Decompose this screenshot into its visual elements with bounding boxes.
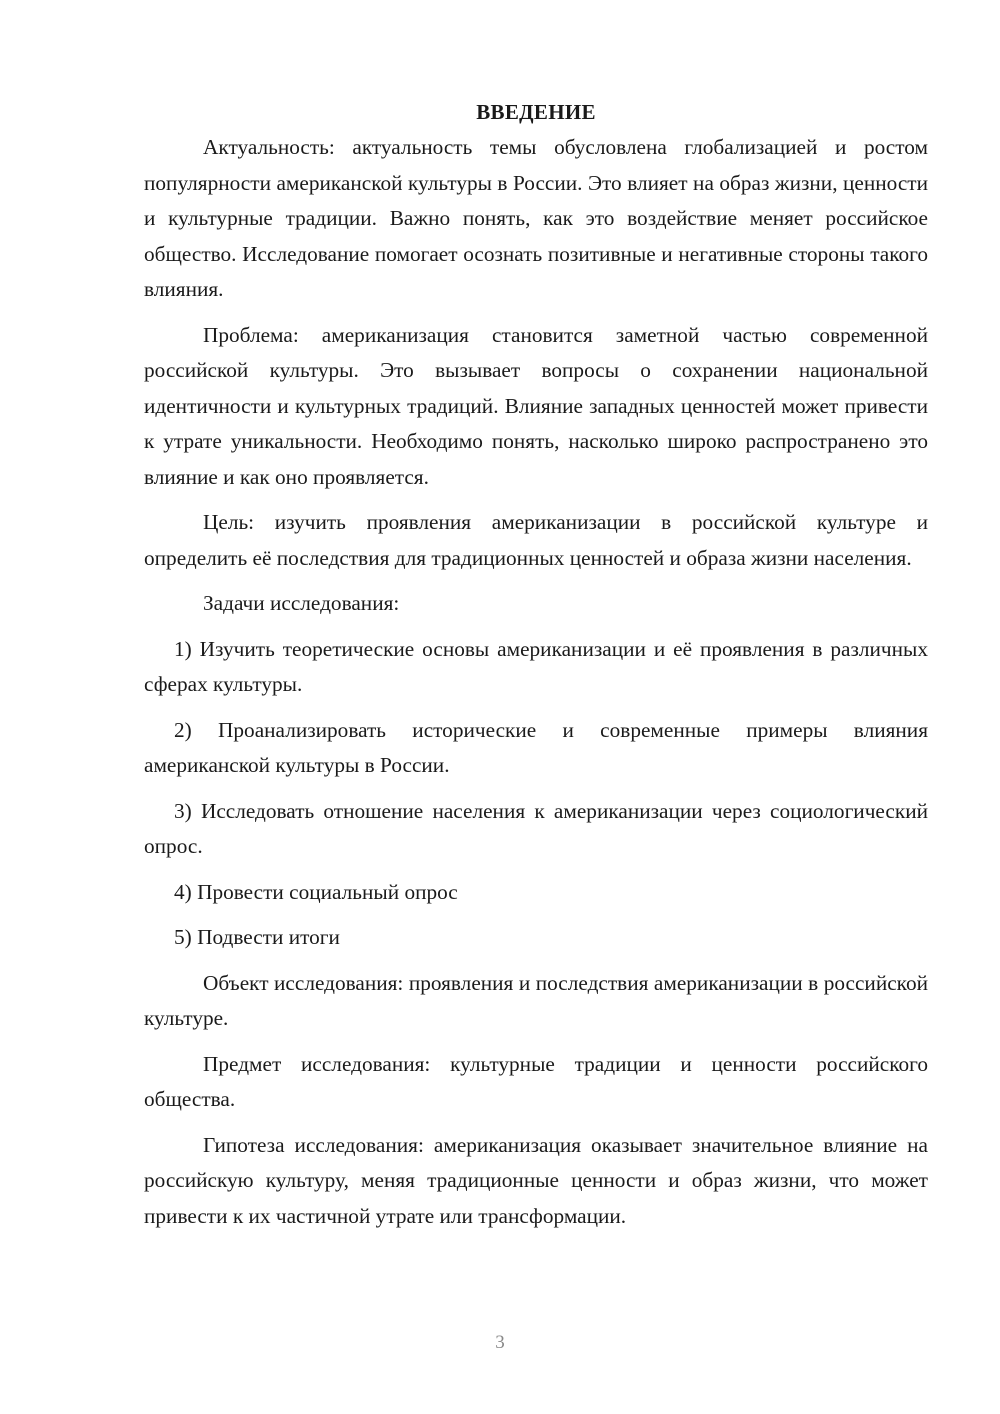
paragraph-goal: Цель: изучить проявления американизации в российской культуре и определить её последствия для традиционных ценностей и образа жизни населения.: [144, 510, 928, 570]
section-heading: ВВЕДЕНИЕ: [476, 100, 596, 124]
paragraph-tasks-title: Задачи исследования:: [203, 591, 400, 615]
paragraph-problem: Проблема: американизация становится заметной частью современной российской культуры. Это вызывает вопросы о сохранении национальной идентичности и культурных традиций. Влияние западных ценностей может привести к утрате уникальности. Необходимо понять, насколько широко распространено это влияние и как оно проявляется.: [144, 322, 928, 489]
list-item-task-1: 1) Изучить теоретические основы американизации и её проявления в различных сферах культуры.: [144, 636, 928, 696]
document-page: [144, 94, 928, 1244]
paragraph-subject: Предмет исследования: культурные традиции и ценности российского общества.: [144, 1051, 928, 1111]
list-item-task-4: 4) Провести социальный опрос: [174, 879, 458, 904]
paragraph-hypothesis: Гипотеза исследования: американизация оказывает значительное влияние на российскую культуру, меняя традиционные ценности и образ жизни, что может привести к их частичной утрате или трансформации.: [144, 1132, 928, 1228]
page-number: 3: [495, 1332, 505, 1353]
paragraph-relevance: Актуальность: актуальность темы обусловлена глобализацией и ростом популярности американской культуры в России. Это влияет на образ жизни, ценности и культурные традиции. Важно понять, как это воздействие меняет российское общество. Исследование помогает осознать позитивные и негативные стороны такого влияния.: [144, 135, 928, 301]
list-item-task-3: 3) Исследовать отношение населения к американизации через социологический опрос.: [144, 798, 928, 858]
list-item-task-2: 2) Проанализировать исторические и современные примеры влияния американской культуры в России.: [144, 717, 928, 777]
list-item-task-5: 5) Подвести итоги: [174, 925, 340, 949]
paragraph-object: Объект исследования: проявления и последствия американизации в российской культуре.: [144, 970, 928, 1030]
